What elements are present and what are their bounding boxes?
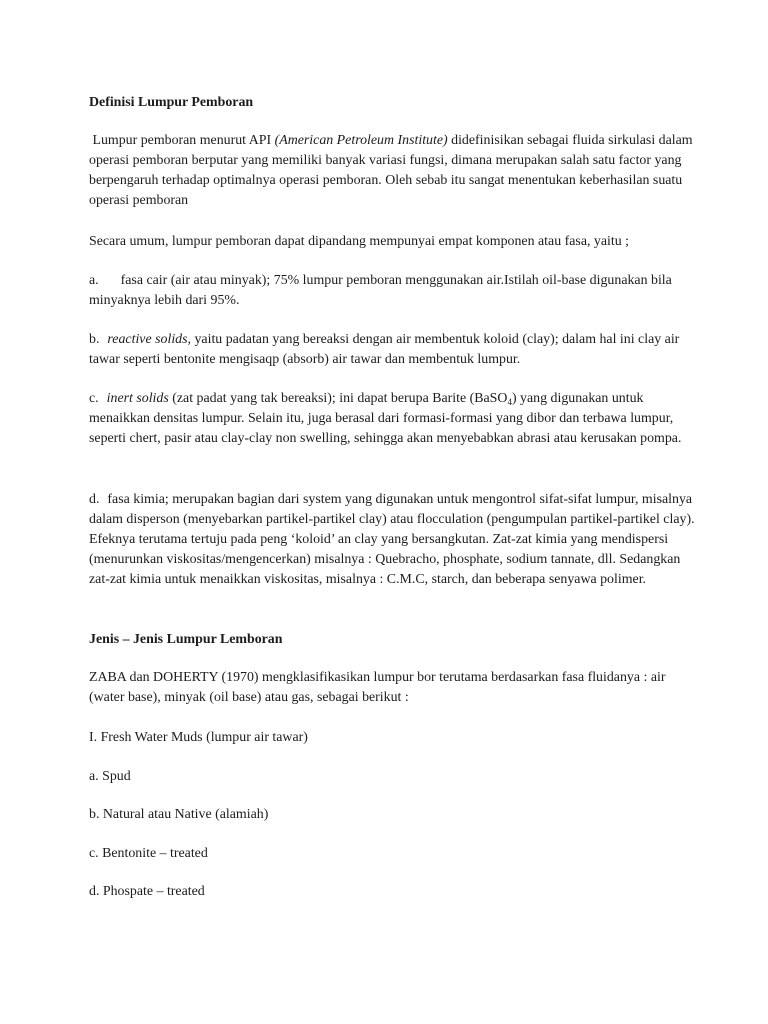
list-item-d-text: fasa kimia; merupakan bagian dari system yang digunakan untuk mengontrol sifat-sifat lumpur, misalnya dalam disperson (menyebarkan partikel-partikel clay) atau flocculation (pengumpulan partikel-partikel clay). Efeknya terutama tertuju pada peng ‘koloid’ an clay yang bersangkutan. Zat-zat kimia yang mendispersi (menurunkan viskositas/mengencerkan) misalnya : Quebracho, phosphate, sodium tannate, dll. Sedangkan zat-zat kimia untuk menaikkan viskositas, misalnya : C.M.C, starch, dan beberapa senyawa polimer.: [89, 492, 695, 587]
list-item-b-marker: b.: [89, 332, 100, 347]
list-item-c-text: (zat padat yang tak bereaksi); ini dapat berupa Barite (BaSO: [168, 391, 508, 406]
list-line: d. Phospate – treated: [89, 884, 205, 899]
list-item-a-marker: a.: [89, 273, 99, 288]
paragraph-components: Secara umum, lumpur pemboran dapat dipandang mempunyai empat komponen atau fasa, yaitu ;: [89, 234, 630, 249]
paragraph-definition: [89, 131, 699, 211]
list-line: c. Bentonite – treated: [89, 846, 208, 861]
term-reactive-solids: reactive solids: [107, 332, 188, 347]
list-item-d-marker: d.: [89, 492, 100, 507]
list-line: b. Natural atau Native (alamiah): [89, 807, 269, 822]
list-line: a. Spud: [89, 769, 131, 784]
list-item-c: [89, 389, 699, 449]
list-item-c-marker: c.: [89, 391, 99, 406]
list-item-d: [89, 490, 699, 590]
list-item-b-text: , yaitu padatan yang bereaksi dengan air membentuk koloid (clay); dalam hal ini clay air tawar seperti bentonite mengisaqp (absorb) air tawar dan membentuk lumpur.: [89, 332, 680, 367]
list-item-b: [89, 330, 699, 370]
list-item-c-text-cont: ) yang digunakan untuk menaikkan densitas lumpur. Selain itu, juga berasal dari formasi-formasi yang dibor dan terbawa lumpur, seperti chert, pasir atau clay-clay non swelling, sehingga akan menyebabkan abrasi atau kerusakan pompa.: [89, 391, 682, 446]
paragraph-definition-body: didefinisikan sebagai fluida sirkulasi dalam operasi pemboran berputar yang memiliki banyak variasi fungsi, dimana merupakan salah satu factor yang berpengaruh terhadap optimalnya operasi pemboran. Oleh sebab itu sangat menentukan keberhasilan suatu operasi pemboran: [89, 133, 693, 208]
list-line: I. Fresh Water Muds (lumpur air tawar): [89, 730, 308, 745]
heading-jenis: Jenis – Jenis Lumpur Lemboran: [89, 632, 283, 647]
subscript-4: 4: [507, 397, 512, 407]
paragraph-definition-lead: Lumpur pemboran menurut API: [92, 133, 275, 148]
list-item-a: [89, 271, 699, 311]
api-fullname: (American Petroleum Institute): [274, 133, 448, 148]
paragraph-classification: ZABA dan DOHERTY (1970) mengklasifikasikan lumpur bor terutama berdasarkan fasa fluidanya : air (water base), minyak (oil base) atau gas, sebagai berikut :: [89, 670, 666, 705]
list-item-a-text: fasa cair (air atau minyak); 75% lumpur pemboran menggunakan air.Istilah oil-base digunakan bila minyaknya lebih dari 95%.: [89, 273, 672, 308]
term-inert-solids: inert solids: [106, 391, 169, 406]
heading-definisi: Definisi Lumpur Pemboran: [89, 95, 254, 110]
